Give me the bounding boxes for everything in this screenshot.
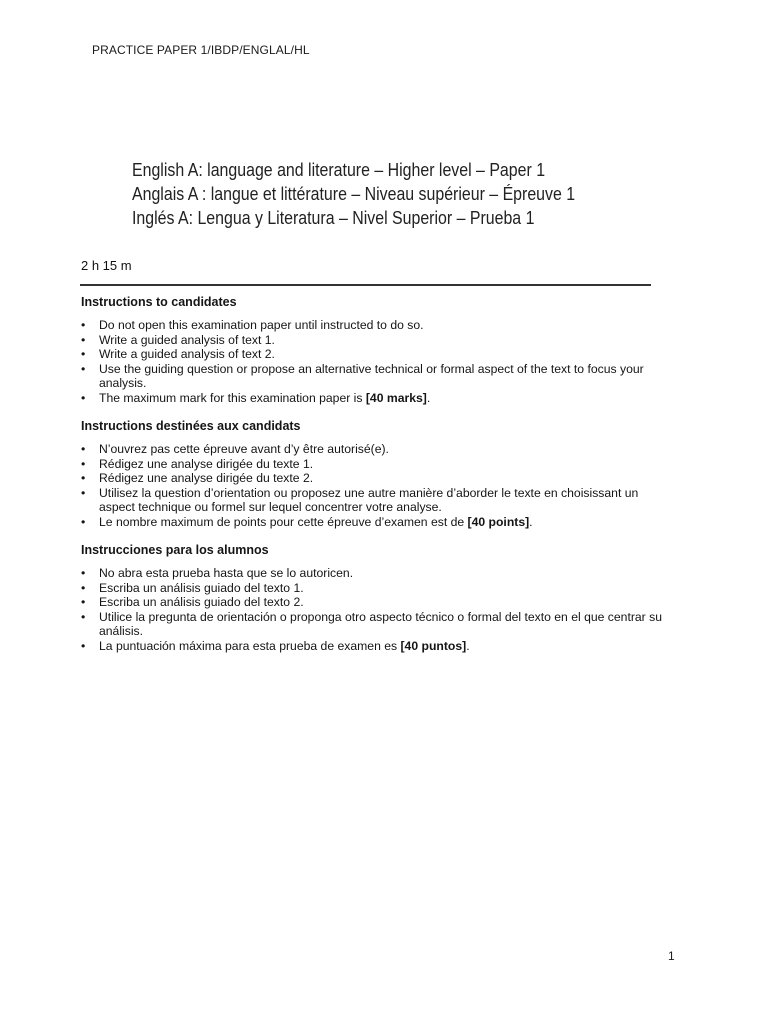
running-header: PRACTICE PAPER 1/IBDP/ENGLAL/HL <box>92 43 310 57</box>
instruction-list <box>81 442 671 530</box>
instructions-spanish <box>81 543 671 654</box>
instruction-text: La puntuación máxima para esta prueba de examen es <box>99 638 401 653</box>
instruction-item <box>81 581 671 596</box>
instruction-text: Write a guided analysis of text 1. <box>99 332 275 347</box>
section-heading: Instrucciones para los alumnos <box>81 543 269 557</box>
instruction-text: Le nombre maximum de points pour cette épreuve d’examen est de <box>99 514 468 529</box>
bullet-icon: • <box>81 390 86 405</box>
instruction-list <box>81 318 671 406</box>
instruction-item <box>81 595 671 610</box>
bullet-icon: • <box>81 485 86 500</box>
instruction-item <box>81 515 671 530</box>
instruction-item <box>81 566 671 581</box>
instruction-item <box>81 639 671 654</box>
instruction-suffix: . <box>529 514 533 529</box>
instruction-text: N’ouvrez pas cette épreuve avant d’y être autorisé(e). <box>99 442 389 456</box>
max-marks-value: [40 points] <box>467 514 530 529</box>
bullet-icon: • <box>81 609 86 624</box>
bullet-icon: • <box>81 595 86 610</box>
bullet-icon: • <box>81 361 86 376</box>
instruction-item <box>81 442 671 457</box>
instruction-text: Rédigez une analyse dirigée du texte 2. <box>99 471 314 486</box>
instruction-text: Do not open this examination paper until instructed to do so. <box>99 318 424 332</box>
instructions-english <box>81 295 671 406</box>
instructions-french <box>81 419 671 530</box>
bullet-icon: • <box>81 456 86 471</box>
bullet-icon: • <box>81 471 86 486</box>
instruction-text: The maximum mark for this examination paper is <box>99 390 366 405</box>
instruction-item <box>81 318 671 333</box>
bullet-icon: • <box>81 332 86 347</box>
max-marks-value: [40 marks] <box>365 390 427 405</box>
instruction-text: Write a guided analysis of text 2. <box>99 347 275 362</box>
section-heading: Instructions to candidates <box>81 295 237 309</box>
instruction-text: No abra esta prueba hasta que se lo autoricen. <box>99 566 354 580</box>
exam-title-block <box>132 158 575 230</box>
exam-duration: 2 h 15 m <box>81 258 132 273</box>
title-english: English A: language and literature – Higher level – Paper 1 <box>132 159 546 180</box>
instruction-suffix: . <box>466 638 470 653</box>
bullet-icon: • <box>81 318 86 332</box>
bullet-icon: • <box>81 442 86 456</box>
bullet-icon: • <box>81 580 86 595</box>
instruction-suffix: . <box>426 390 431 405</box>
page-number: 1 <box>668 949 675 963</box>
instruction-item <box>81 610 671 639</box>
instruction-item <box>81 333 671 348</box>
instruction-item <box>81 362 671 391</box>
instruction-text: Escriba un análisis guiado del texto 2. <box>99 595 304 610</box>
instruction-item <box>81 457 671 472</box>
instruction-text: Utilisez la question d’orientation ou proposez une autre manière d’aborder le texte en choisissant un aspect technique ou formel sur lequel concentrer votre analyse. <box>99 485 639 515</box>
instruction-item <box>81 391 671 406</box>
instruction-text: Rédigez une analyse dirigée du texte 1. <box>99 456 314 471</box>
instruction-item <box>81 347 671 362</box>
bullet-icon: • <box>81 638 86 653</box>
section-heading: Instructions destinées aux candidats <box>81 419 301 433</box>
max-marks-value: [40 puntos] <box>400 638 467 653</box>
horizontal-rule <box>80 284 651 286</box>
instruction-item <box>81 486 671 515</box>
instruction-text: Escriba un análisis guiado del texto 1. <box>99 580 304 595</box>
instruction-item <box>81 471 671 486</box>
title-french: Anglais A : langue et littérature – Niveau supérieur – Épreuve 1 <box>132 183 576 204</box>
instruction-text: Use the guiding question or propose an alternative technical or formal aspect of the text to focus your analysis. <box>99 361 644 391</box>
bullet-icon: • <box>81 514 86 529</box>
instruction-text: Utilice la pregunta de orientación o proponga otro aspecto técnico o formal del texto en el que centrar su análisis. <box>99 609 662 639</box>
instruction-list <box>81 566 671 654</box>
title-spanish: Inglés A: Lengua y Literatura – Nivel Superior – Prueba 1 <box>132 207 535 228</box>
bullet-icon: • <box>81 347 86 362</box>
bullet-icon: • <box>81 566 86 580</box>
